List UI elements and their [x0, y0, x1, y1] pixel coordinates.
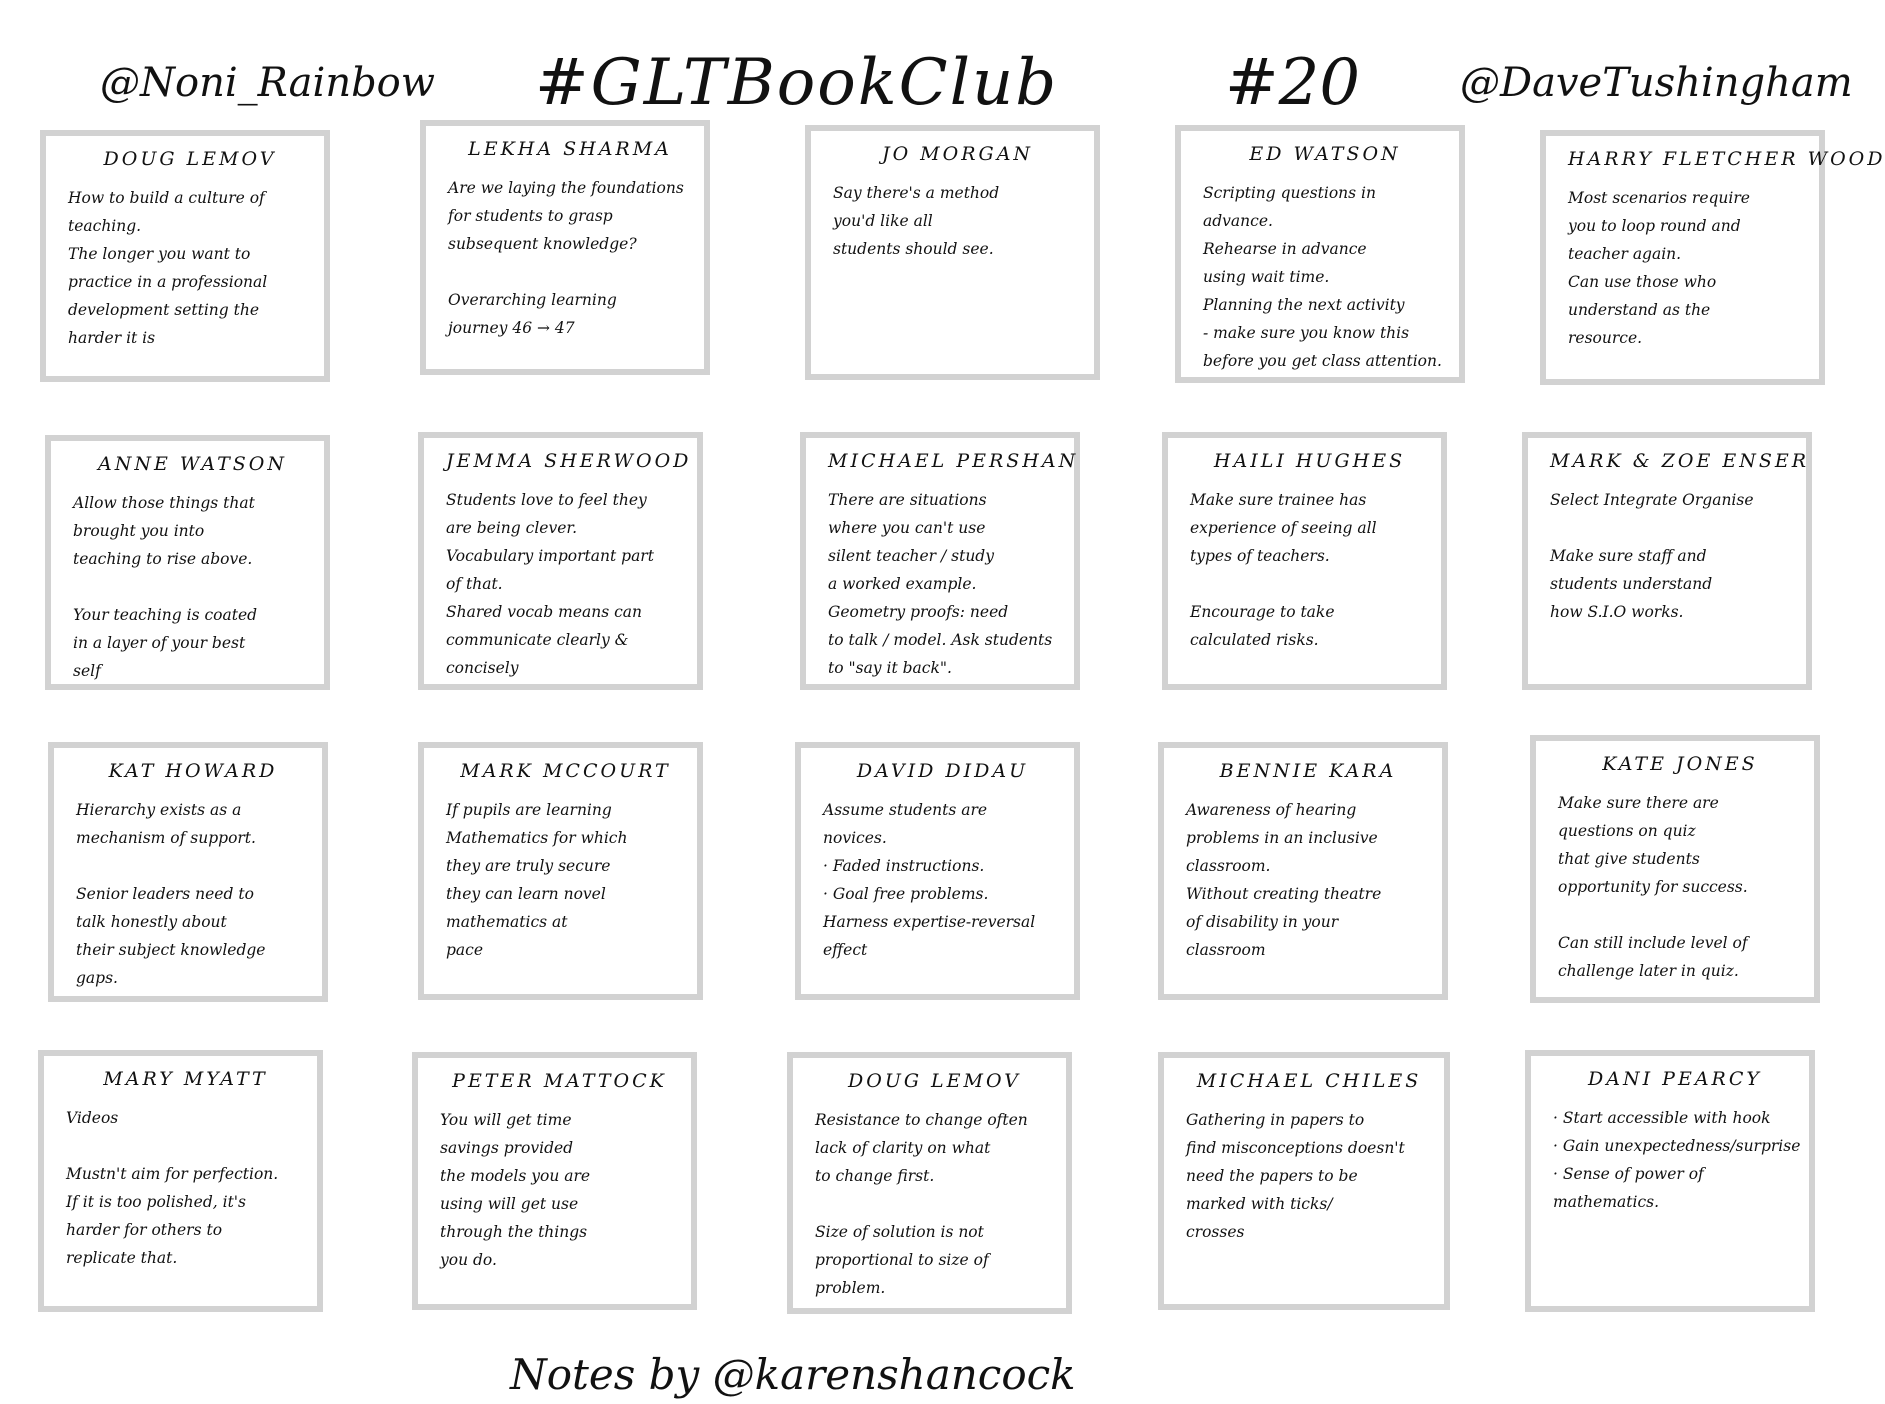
footer-credit: Notes by @karenshancock: [510, 1350, 1076, 1399]
note-line: Encourage to take: [1190, 603, 1335, 621]
note-line: brought you into: [73, 522, 205, 540]
note-line: [1558, 901, 1802, 929]
note-line: students should see.: [833, 240, 994, 258]
note-line: · Sense of power of: [1553, 1165, 1704, 1183]
note-card: [48, 742, 328, 1002]
note-line: Gathering in papers to: [1186, 1111, 1365, 1129]
note-line: Select Integrate Organise: [1550, 491, 1754, 509]
card-author: HAILI HUGHES: [1213, 450, 1406, 472]
card-author: DOUG LEMOV: [103, 148, 277, 170]
note-line: practice in a professional: [68, 273, 268, 291]
note-card: [1540, 130, 1885, 385]
note-line: pace: [446, 941, 484, 959]
note-line: teacher again.: [1568, 245, 1682, 263]
note-line: proportional to size of: [815, 1251, 989, 1269]
note-card: [1522, 432, 1812, 690]
card-author: ED WATSON: [1249, 143, 1401, 165]
card-notes: [446, 486, 685, 682]
note-line: [66, 1132, 305, 1160]
card-author: MARK MCCOURT: [460, 760, 671, 782]
note-line: problems in an inclusive: [1186, 829, 1378, 847]
note-line: you to loop round and: [1568, 217, 1741, 235]
note-line: · Start accessible with hook: [1553, 1109, 1771, 1127]
note-line: experience of seeing all: [1190, 519, 1377, 537]
note-card: [1530, 735, 1820, 1003]
note-line: Videos: [66, 1109, 119, 1127]
card-notes: [448, 174, 692, 342]
card-notes: [833, 179, 1082, 263]
note-line: Without creating theatre: [1186, 885, 1382, 903]
note-line: Shared vocab means can: [446, 603, 643, 621]
note-line: mathematics.: [1553, 1193, 1660, 1211]
card-notes: [73, 489, 312, 685]
card-notes: [1186, 1106, 1432, 1246]
note-line: Say there's a method: [833, 184, 1000, 202]
note-line: lack of clarity on what: [815, 1139, 991, 1157]
note-line: Overarching learning: [448, 291, 617, 309]
note-line: teaching to rise above.: [73, 550, 253, 568]
card-notes: [440, 1106, 679, 1274]
card-notes: [823, 796, 1062, 964]
note-line: Resistance to change often: [815, 1111, 1028, 1129]
note-line: challenge later in quiz.: [1558, 962, 1739, 980]
card-notes: [1190, 486, 1429, 654]
note-line: to talk / model. Ask students: [828, 631, 1053, 649]
note-line: that give students: [1558, 850, 1700, 868]
note-line: Students love to feel they: [446, 491, 647, 509]
note-line: Rehearse in advance: [1203, 240, 1367, 258]
note-line: novices.: [823, 829, 887, 847]
note-line: questions on quiz: [1558, 822, 1696, 840]
note-line: Are we laying the foundations: [448, 179, 684, 197]
note-line: are being clever.: [446, 519, 578, 537]
note-line: Mustn't aim for perfection.: [66, 1165, 279, 1183]
session-number: #20: [1225, 46, 1361, 120]
note-line: types of teachers.: [1190, 547, 1330, 565]
note-line: [448, 258, 692, 286]
note-card: [38, 1050, 323, 1312]
note-line: for students to grasp: [448, 207, 613, 225]
note-line: [73, 573, 312, 601]
card-notes: [1203, 179, 1447, 375]
card-notes: [66, 1104, 305, 1272]
note-card: [412, 1052, 697, 1310]
card-author: MICHAEL PERSHAN: [828, 450, 1079, 472]
note-card: [1162, 432, 1447, 690]
card-notes: [1568, 184, 1807, 352]
card-author: KATE JONES: [1602, 753, 1758, 775]
note-line: find misconceptions doesn't: [1186, 1139, 1405, 1157]
note-line: to "say it back".: [828, 659, 952, 677]
note-line: silent teacher / study: [828, 547, 994, 565]
note-line: to change first.: [815, 1167, 935, 1185]
card-author: DAVID DIDAU: [856, 760, 1029, 782]
note-line: Mathematics for which: [446, 829, 628, 847]
note-card: [795, 742, 1080, 1000]
note-line: talk honestly about: [76, 913, 227, 931]
note-line: [1190, 570, 1429, 598]
note-line: teaching.: [68, 217, 142, 235]
note-line: problem.: [815, 1279, 886, 1297]
card-notes: [68, 184, 312, 352]
card-author: KAT HOWARD: [108, 760, 278, 782]
note-line: There are situations: [828, 491, 987, 509]
note-line: Size of solution is not: [815, 1223, 984, 1241]
card-notes: [1550, 486, 1794, 626]
note-line: harder for others to: [66, 1221, 223, 1239]
note-line: you'd like all: [833, 212, 933, 230]
note-line: of that.: [446, 575, 503, 593]
note-line: classroom: [1186, 941, 1266, 959]
note-line: · Gain unexpectedness/surprise: [1553, 1137, 1801, 1155]
note-line: mechanism of support.: [76, 829, 256, 847]
card-author: PETER MATTOCK: [452, 1070, 667, 1092]
note-line: of disability in your: [1186, 913, 1339, 931]
note-line: Can still include level of: [1558, 934, 1748, 952]
note-line: Vocabulary important part: [446, 547, 654, 565]
note-card: [1158, 742, 1448, 1000]
note-line: Make sure trainee has: [1190, 491, 1367, 509]
note-line: [1550, 514, 1794, 542]
card-author: MARK & ZOE ENSER: [1550, 450, 1810, 472]
card-author: JEMMA SHERWOOD: [446, 450, 692, 472]
note-line: Can use those who: [1568, 273, 1717, 291]
card-notes: [446, 796, 685, 964]
note-line: development setting the: [68, 301, 260, 319]
note-line: need the papers to be: [1186, 1167, 1358, 1185]
note-line: the models you are: [440, 1167, 591, 1185]
note-line: using wait time.: [1203, 268, 1330, 286]
note-line: a worked example.: [828, 575, 977, 593]
note-line: Hierarchy exists as a: [76, 801, 242, 819]
card-notes: [76, 796, 310, 992]
card-author: MARY MYATT: [103, 1068, 268, 1090]
page-title: #GLTBookClub: [535, 46, 1059, 120]
note-card: [1175, 125, 1465, 383]
note-line: through the things: [440, 1223, 588, 1241]
note-line: self: [73, 662, 101, 680]
note-line: Awareness of hearing: [1186, 801, 1357, 819]
note-line: how S.I.O works.: [1550, 603, 1684, 621]
note-line: where you can't use: [828, 519, 986, 537]
note-line: How to build a culture of: [68, 189, 265, 207]
note-line: crosses: [1186, 1223, 1245, 1241]
card-author: JO MORGAN: [881, 143, 1034, 165]
card-author: HARRY FLETCHER WOOD: [1568, 148, 1885, 170]
note-line: If it is too polished, it's: [66, 1193, 247, 1211]
note-line: they are truly secure: [446, 857, 611, 875]
note-line: advance.: [1203, 212, 1273, 230]
note-line: · Faded instructions.: [823, 857, 985, 875]
note-line: savings provided: [440, 1139, 574, 1157]
note-line: resource.: [1568, 329, 1643, 347]
note-line: replicate that.: [66, 1249, 178, 1267]
note-card: [418, 742, 703, 1000]
note-line: Harness expertise-reversal: [823, 913, 1036, 931]
note-line: before you get class attention.: [1203, 352, 1442, 370]
note-card: [1525, 1050, 1815, 1312]
note-line: [76, 852, 310, 880]
card-notes: [1186, 796, 1430, 964]
note-line: Most scenarios require: [1568, 189, 1750, 207]
note-line: you do.: [440, 1251, 497, 1269]
note-line: If pupils are learning: [446, 801, 612, 819]
card-notes: [1553, 1104, 1801, 1216]
note-line: they can learn novel: [446, 885, 606, 903]
note-line: journey 46 → 47: [448, 319, 575, 337]
note-line: calculated risks.: [1190, 631, 1319, 649]
note-line: gaps.: [76, 969, 118, 987]
card-author: DOUG LEMOV: [848, 1070, 1021, 1092]
note-line: Scripting questions in: [1203, 184, 1376, 202]
note-line: effect: [823, 941, 868, 959]
card-author: MICHAEL CHILES: [1196, 1070, 1422, 1092]
note-line: students understand: [1550, 575, 1713, 593]
note-card: [800, 432, 1080, 690]
note-line: Senior leaders need to: [76, 885, 254, 903]
note-line: Assume students are: [823, 801, 988, 819]
note-line: Make sure staff and: [1550, 547, 1707, 565]
note-line: mathematics at: [446, 913, 568, 931]
card-notes: [828, 486, 1062, 682]
note-line: The longer you want to: [68, 245, 251, 263]
note-line: Make sure there are: [1558, 794, 1719, 812]
note-line: in a layer of your best: [73, 634, 246, 652]
note-line: Your teaching is coated: [73, 606, 258, 624]
note-card: [805, 125, 1100, 380]
note-line: You will get time: [440, 1111, 572, 1129]
card-notes: [1558, 789, 1802, 985]
card-notes: [815, 1106, 1054, 1302]
card-author: BENNIE KARA: [1219, 760, 1397, 782]
note-card: [420, 120, 710, 375]
note-line: their subject knowledge: [76, 941, 266, 959]
card-author: LEKHA SHARMA: [468, 138, 672, 160]
note-card: [418, 432, 703, 690]
note-line: · Goal free problems.: [823, 885, 989, 903]
note-line: Allow those things that: [73, 494, 255, 512]
note-card: [45, 435, 330, 690]
note-line: concisely: [446, 659, 519, 677]
note-card: [787, 1052, 1072, 1314]
note-line: subsequent knowledge?: [448, 235, 637, 253]
note-line: understand as the: [1568, 301, 1711, 319]
note-card: [1158, 1052, 1450, 1310]
note-line: harder it is: [68, 329, 156, 347]
note-line: Geometry proofs: need: [828, 603, 1009, 621]
card-author: DANI PEARCY: [1588, 1068, 1762, 1090]
note-line: - make sure you know this: [1203, 324, 1410, 342]
note-line: marked with ticks/: [1186, 1195, 1333, 1213]
left-handle: @Noni_Rainbow: [100, 60, 435, 106]
note-card: [40, 130, 330, 382]
note-line: [815, 1190, 1054, 1218]
note-line: classroom.: [1186, 857, 1271, 875]
note-line: opportunity for success.: [1558, 878, 1748, 896]
note-line: using will get use: [440, 1195, 579, 1213]
card-author: ANNE WATSON: [97, 453, 288, 475]
note-line: communicate clearly &: [446, 631, 629, 649]
note-line: Planning the next activity: [1203, 296, 1405, 314]
right-handle: @DaveTushingham: [1460, 60, 1853, 106]
